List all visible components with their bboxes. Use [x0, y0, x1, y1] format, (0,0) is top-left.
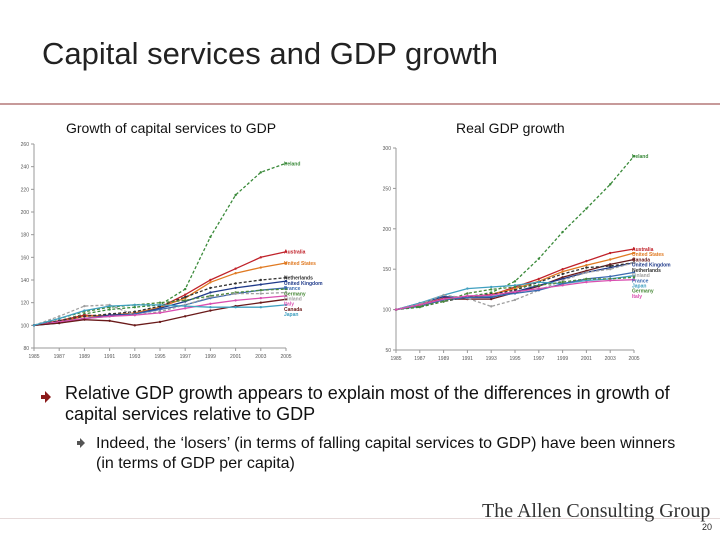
data-point: [260, 256, 262, 258]
series-label: Germany: [632, 288, 654, 295]
company-logo: The Allen Consulting Group: [482, 500, 711, 522]
series-label: France: [632, 278, 649, 285]
data-point: [466, 295, 468, 297]
data-point: [234, 306, 236, 308]
data-point: [538, 278, 540, 280]
data-point: [585, 271, 587, 273]
data-point: [585, 207, 587, 209]
data-point: [395, 308, 397, 310]
data-point: [490, 294, 492, 296]
data-point: [561, 273, 563, 275]
bullet-text: Relative GDP growth appears to explain most of the differences in growth of capital services relative to GDP: [65, 383, 670, 424]
x-tick-label: 1987: [53, 354, 65, 360]
data-point: [184, 288, 186, 290]
page-number: 20: [701, 522, 712, 532]
series-label: Japan: [632, 283, 647, 290]
data-point: [159, 301, 161, 303]
series-label: Canada: [632, 257, 651, 264]
data-point: [184, 299, 186, 301]
chart-title-capital-services: Growth of capital services to GDP: [66, 120, 277, 136]
series-label: Netherlands: [284, 275, 313, 282]
data-point: [442, 294, 444, 296]
data-point: [609, 279, 611, 281]
data-point: [609, 265, 611, 267]
y-tick-label: 220: [20, 187, 29, 194]
data-point: [514, 291, 516, 293]
data-point: [83, 318, 85, 320]
data-point: [442, 298, 444, 300]
x-tick-label: 1995: [509, 356, 521, 362]
series-label: Netherlands: [632, 267, 661, 274]
x-tick-label: 1999: [557, 356, 569, 362]
data-point: [609, 268, 611, 270]
data-point: [209, 303, 211, 305]
data-point: [561, 284, 563, 286]
series-label: Canada: [284, 306, 303, 313]
x-tick-label: 2001: [580, 356, 592, 362]
data-point: [209, 306, 211, 308]
data-point: [585, 281, 587, 283]
data-point: [260, 306, 262, 308]
data-point: [609, 183, 611, 185]
slide-title: Capital services and GDP growth: [42, 36, 499, 71]
series-label: Japan: [284, 312, 299, 319]
data-point: [209, 309, 211, 311]
data-point: [234, 282, 236, 284]
data-point: [209, 287, 211, 289]
data-point: [466, 292, 468, 294]
x-tick-label: 1991: [104, 354, 116, 360]
data-point: [234, 299, 236, 301]
arrow-bullet-icon: [40, 390, 54, 404]
x-tick-label: 1987: [414, 356, 426, 362]
data-point: [538, 281, 540, 283]
data-point: [184, 307, 186, 309]
data-point: [184, 305, 186, 307]
data-point: [184, 294, 186, 296]
data-point: [419, 304, 421, 306]
data-point: [58, 315, 60, 317]
data-point: [260, 301, 262, 303]
y-tick-label: 80: [23, 346, 29, 352]
y-tick-label: 100: [382, 307, 391, 314]
x-tick-label: 2003: [604, 356, 616, 362]
data-point: [585, 264, 587, 266]
series-label: Ireland: [284, 161, 301, 168]
data-point: [108, 320, 110, 322]
data-point: [514, 299, 516, 301]
data-point: [260, 171, 262, 173]
data-point: [83, 309, 85, 311]
x-tick-label: 1989: [438, 356, 450, 362]
data-point: [234, 287, 236, 289]
y-tick-label: 140: [20, 278, 29, 284]
y-tick-label: 200: [382, 226, 391, 233]
data-point: [442, 300, 444, 302]
sub-bullet-text: Indeed, the ‘losers’ (in terms of falling capital services to GDP) have been winners (in terms of GDP per capita): [96, 435, 676, 472]
series-label: United Kingdom: [632, 262, 671, 269]
data-point: [466, 287, 468, 289]
data-point: [585, 260, 587, 262]
x-tick-label: 1989: [78, 354, 90, 360]
data-point: [561, 268, 563, 270]
data-point: [538, 257, 540, 259]
y-tick-label: 240: [20, 164, 29, 171]
data-point: [58, 317, 60, 319]
x-tick-label: 2005: [628, 356, 640, 362]
data-point: [108, 308, 110, 310]
data-point: [585, 278, 587, 280]
data-point: [184, 315, 186, 317]
data-point: [159, 304, 161, 306]
series-label: Australia: [284, 249, 306, 256]
data-point: [538, 287, 540, 289]
data-point: [585, 266, 587, 268]
y-tick-label: 100: [20, 323, 29, 330]
data-point: [490, 288, 492, 290]
x-tick-label: 1993: [485, 356, 497, 362]
data-point: [159, 312, 161, 314]
y-tick-label: 120: [20, 300, 29, 307]
data-point: [209, 279, 211, 281]
y-tick-label: 50: [385, 348, 391, 354]
series-label: United States: [284, 261, 316, 267]
data-point: [134, 314, 136, 316]
x-tick-label: 1997: [179, 354, 191, 360]
data-point: [134, 304, 136, 306]
data-point: [83, 305, 85, 307]
data-point: [561, 231, 563, 233]
arrow-sub-bullet-icon: [76, 437, 88, 449]
data-point: [58, 322, 60, 324]
title-divider: [0, 103, 720, 105]
data-point: [514, 286, 516, 288]
data-point: [260, 297, 262, 299]
data-point: [490, 305, 492, 307]
series-label: Ireland: [632, 154, 649, 161]
data-point: [159, 308, 161, 310]
series-label: Italy: [632, 293, 643, 300]
data-point: [108, 315, 110, 317]
series-label: France: [284, 286, 301, 293]
series-label: Italy: [284, 301, 295, 308]
x-tick-label: 1993: [129, 354, 141, 360]
y-tick-label: 250: [382, 186, 391, 193]
series-label: Germany: [284, 291, 306, 298]
y-tick-label: 180: [20, 232, 29, 239]
series-label: Australia: [632, 247, 654, 253]
chart-capital-services-to-gdp: [4, 138, 323, 364]
data-point: [260, 266, 262, 268]
chart-title-real-gdp: Real GDP growth: [456, 120, 565, 136]
series-label: United Kingdom: [284, 280, 323, 287]
x-tick-label: 1985: [28, 354, 40, 360]
data-point: [134, 324, 136, 326]
data-point: [184, 296, 186, 298]
data-point: [260, 279, 262, 281]
data-point: [609, 252, 611, 254]
data-point: [260, 283, 262, 285]
series-line-ireland: [34, 163, 286, 325]
y-tick-label: 200: [20, 210, 29, 216]
y-tick-label: 150: [382, 267, 391, 274]
data-point: [134, 311, 136, 313]
data-point: [260, 292, 262, 294]
data-point: [209, 296, 211, 298]
data-point: [234, 267, 236, 269]
chart-real-gdp-growth: [362, 138, 672, 364]
data-point: [490, 286, 492, 288]
x-tick-label: 2001: [230, 354, 242, 360]
y-tick-label: 160: [20, 255, 29, 262]
data-point: [260, 289, 262, 291]
series-label: Finland: [632, 273, 650, 280]
data-point: [209, 281, 211, 283]
data-point: [159, 321, 161, 323]
data-point: [209, 236, 211, 238]
x-tick-label: 1995: [154, 354, 166, 360]
data-point: [561, 270, 563, 272]
data-point: [609, 275, 611, 277]
x-tick-label: 2003: [255, 354, 267, 360]
data-point: [234, 292, 236, 294]
data-point: [209, 291, 211, 293]
data-point: [33, 324, 35, 326]
data-point: [538, 284, 540, 286]
series-label: Finland: [284, 296, 302, 303]
data-point: [514, 280, 516, 282]
data-point: [609, 258, 611, 260]
x-tick-label: 1991: [461, 356, 473, 362]
x-tick-label: 1997: [533, 356, 545, 362]
x-tick-label: 1985: [390, 356, 402, 362]
data-point: [108, 305, 110, 307]
data-point: [234, 194, 236, 196]
y-tick-label: 300: [382, 146, 391, 152]
data-point: [134, 306, 136, 308]
data-point: [561, 281, 563, 283]
data-point: [234, 272, 236, 274]
series-label: United States: [632, 252, 664, 259]
x-tick-label: 1999: [204, 354, 216, 360]
y-tick-label: 260: [20, 142, 29, 148]
x-tick-label: 2005: [280, 354, 292, 360]
data-point: [83, 315, 85, 317]
